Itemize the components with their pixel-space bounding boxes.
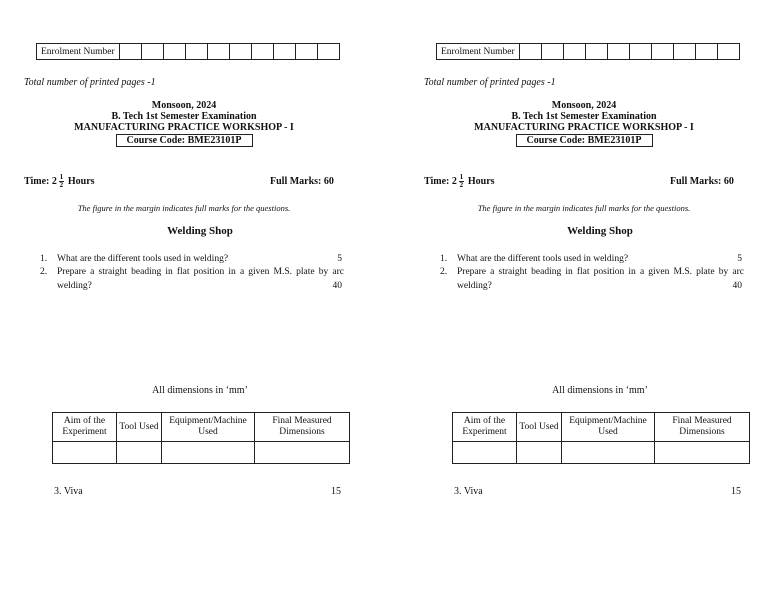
- fraction-denominator: 2: [59, 181, 64, 189]
- table-header: Tool Used: [117, 413, 162, 442]
- question-text: Prepare a straight beading in flat position in a given M.S. plate by arc welding?: [457, 267, 744, 291]
- full-marks: Full Marks: 60: [670, 176, 734, 187]
- table-cell[interactable]: [255, 442, 350, 464]
- table-header: Equipment/Machine Used: [162, 413, 255, 442]
- table-cell[interactable]: [655, 442, 750, 464]
- viva-marks: 15: [331, 486, 341, 497]
- question-number: 1.: [40, 254, 48, 264]
- session: Monsoon, 2024: [151, 100, 217, 111]
- question-marks: 5: [337, 254, 342, 264]
- time-fraction: [459, 174, 464, 189]
- table-cell[interactable]: [117, 442, 162, 464]
- margin-note: The figure in the margin indicates full marks for the questions.: [77, 203, 291, 213]
- time-prefix: Time: 2: [24, 176, 57, 187]
- question-marks: 5: [737, 254, 742, 264]
- course-code: Course Code: BME23101P: [116, 134, 253, 147]
- table-header: Final Measured Dimensions: [655, 413, 750, 442]
- enrolment-digit-box[interactable]: [652, 44, 674, 60]
- enrolment-digit-box[interactable]: [718, 44, 740, 60]
- enrolment-digit-box[interactable]: [274, 44, 296, 60]
- enrolment-digit-box[interactable]: [296, 44, 318, 60]
- fraction-numerator: 1: [59, 173, 64, 181]
- time-suffix: Hours: [467, 176, 495, 187]
- time-allowed: [424, 174, 495, 189]
- exam-header: [424, 100, 744, 147]
- enrolment-digit-box[interactable]: [608, 44, 630, 60]
- enrolment-label: Enrolment Number: [437, 44, 520, 60]
- enrolment-digit-box[interactable]: [520, 44, 542, 60]
- table-cell[interactable]: [517, 442, 562, 464]
- full-marks: Full Marks: 60: [270, 176, 334, 187]
- time-fraction: [59, 174, 64, 189]
- enrolment-digit-box[interactable]: [586, 44, 608, 60]
- enrolment-digit-box[interactable]: [208, 44, 230, 60]
- printed-pages-note: Total number of printed pages -1: [424, 77, 556, 88]
- dimensions-note: All dimensions in ‘mm’: [552, 385, 648, 396]
- time-prefix: Time: 2: [424, 176, 457, 187]
- enrolment-digit-box[interactable]: [252, 44, 274, 60]
- question-paper-right: [400, 0, 768, 594]
- enrolment-digit-box[interactable]: [318, 44, 340, 60]
- exam-header: [24, 100, 344, 147]
- time-suffix: Hours: [67, 176, 95, 187]
- table-cell[interactable]: [162, 442, 255, 464]
- table-cell[interactable]: [453, 442, 517, 464]
- shop-title: Welding Shop: [567, 225, 633, 237]
- table-header: Tool Used: [517, 413, 562, 442]
- question-marks: 40: [732, 281, 742, 291]
- table-header: Final Measured Dimensions: [255, 413, 350, 442]
- experiment-table: [52, 412, 350, 464]
- enrolment-digit-box[interactable]: [164, 44, 186, 60]
- table-header: Equipment/Machine Used: [562, 413, 655, 442]
- dimensions-note: All dimensions in ‘mm’: [152, 385, 248, 396]
- margin-note: The figure in the margin indicates full marks for the questions.: [477, 203, 691, 213]
- enrolment-number-box: [436, 43, 740, 60]
- question-number: 2.: [40, 267, 48, 277]
- exam-title: B. Tech 1st Semester Examination: [111, 111, 257, 122]
- enrolment-digit-box[interactable]: [186, 44, 208, 60]
- enrolment-digit-box[interactable]: [674, 44, 696, 60]
- enrolment-digit-box[interactable]: [230, 44, 252, 60]
- viva-marks: 15: [731, 486, 741, 497]
- subject-title: MANUFACTURING PRACTICE WORKSHOP - I: [74, 122, 294, 133]
- viva-label: 3. Viva: [454, 486, 483, 497]
- question-text: What are the different tools used in welding?: [457, 254, 629, 264]
- shop-title: Welding Shop: [167, 225, 233, 237]
- enrolment-digit-box[interactable]: [142, 44, 164, 60]
- enrolment-digit-box[interactable]: [542, 44, 564, 60]
- fraction-denominator: 2: [459, 181, 464, 189]
- enrolment-label: Enrolment Number: [37, 44, 120, 60]
- table-cell[interactable]: [53, 442, 117, 464]
- exam-title: B. Tech 1st Semester Examination: [511, 111, 657, 122]
- enrolment-digit-box[interactable]: [120, 44, 142, 60]
- question-text: What are the different tools used in welding?: [57, 254, 229, 264]
- printed-pages-note: Total number of printed pages -1: [24, 77, 156, 88]
- table-header: Aim of the Experiment: [453, 413, 517, 442]
- fraction-numerator: 1: [459, 173, 464, 181]
- enrolment-digit-box[interactable]: [630, 44, 652, 60]
- enrolment-digit-box[interactable]: [564, 44, 586, 60]
- question-number: 2.: [440, 267, 448, 277]
- subject-title: MANUFACTURING PRACTICE WORKSHOP - I: [474, 122, 694, 133]
- viva-label: 3. Viva: [54, 486, 83, 497]
- enrolment-digit-box[interactable]: [696, 44, 718, 60]
- session: Monsoon, 2024: [551, 100, 617, 111]
- enrolment-number-box: [36, 43, 340, 60]
- table-cell[interactable]: [562, 442, 655, 464]
- question-text: Prepare a straight beading in flat position in a given M.S. plate by arc welding?: [57, 267, 344, 291]
- question-number: 1.: [440, 254, 448, 264]
- table-header: Aim of the Experiment: [53, 413, 117, 442]
- experiment-table: [452, 412, 750, 464]
- question-marks: 40: [332, 281, 342, 291]
- course-code: Course Code: BME23101P: [516, 134, 653, 147]
- time-allowed: [24, 174, 95, 189]
